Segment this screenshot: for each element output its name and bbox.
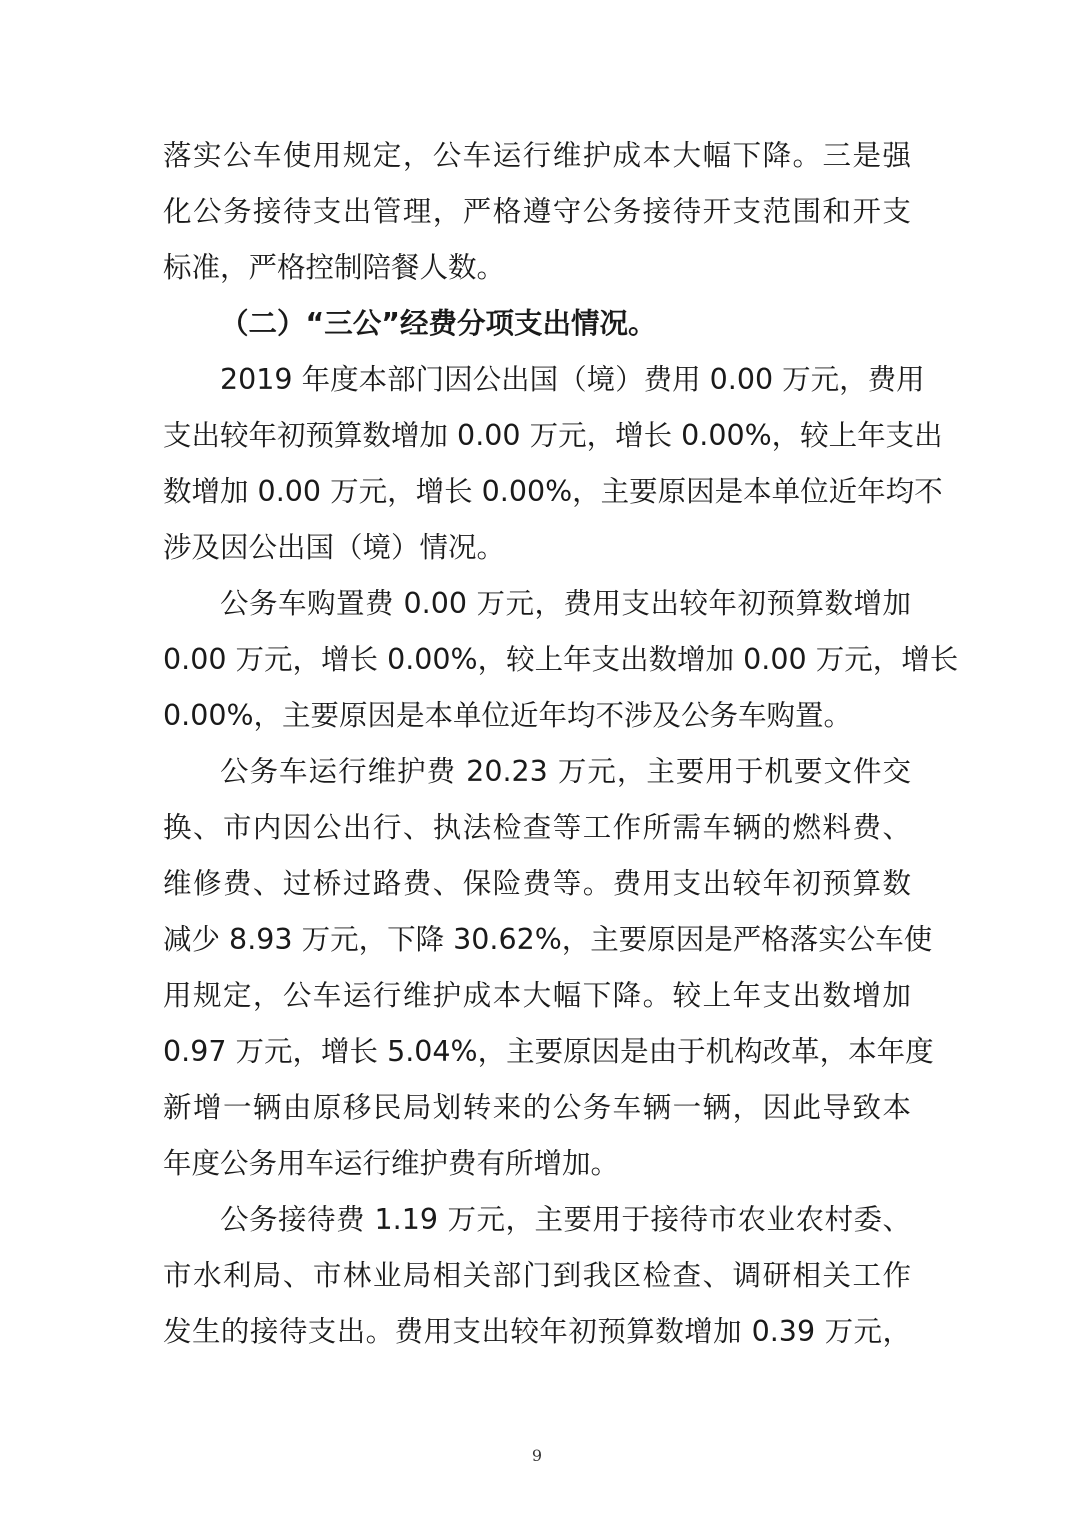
text-line: 用规定，公车运行维护成本大幅下降。较上年支出数增加 [163, 979, 911, 1012]
text-line: 支出较年初预算数增加 0.00 万元，增长 0.00%，较上年支出 [163, 419, 943, 452]
text-line: 0.00 万元，增长 0.00%，较上年支出数增加 0.00 万元，增长 [163, 643, 959, 676]
text-line: 年度公务用车运行维护费有所增加。 [163, 1147, 620, 1180]
body-text [163, 128, 959, 1360]
text-line: 数增加 0.00 万元，增长 0.00%，主要原因是本单位近年均不 [163, 475, 943, 508]
section-heading: （二）“三公”经费分项支出情况。 [220, 307, 657, 340]
text-line: 标准，严格控制陪餐人数。 [163, 251, 506, 284]
text-line: 市水利局、市林业局相关部门到我区检查、调研相关工作 [163, 1259, 911, 1292]
text-line: 涉及因公出国（境）情况。 [163, 531, 506, 564]
text-line: 公务车运行维护费 20.23 万元，主要用于机要文件交 [220, 755, 911, 788]
text-line: 减少 8.93 万元，下降 30.62%，主要原因是严格落实公车使 [163, 923, 933, 956]
text-line: 公务接待费 1.19 万元，主要用于接待市农业农村委、 [220, 1203, 911, 1236]
text-line: 维修费、过桥过路费、保险费等。费用支出较年初预算数 [163, 867, 911, 900]
page-number: 9 [531, 1446, 543, 1465]
text-line: 化公务接待支出管理，严格遵守公务接待开支范围和开支 [163, 195, 911, 228]
text-line: 公务车购置费 0.00 万元，费用支出较年初预算数增加 [220, 587, 911, 620]
text-line: 落实公车使用规定，公车运行维护成本大幅下降。三是强 [163, 139, 911, 172]
text-line: 0.97 万元，增长 5.04%，主要原因是由于机构改革，本年度 [163, 1035, 934, 1068]
text-line: 2019 年度本部门因公出国（境）费用 0.00 万元，费用 [220, 363, 925, 396]
text-line: 换、市内因公出行、执法检查等工作所需车辆的燃料费、 [163, 811, 911, 844]
text-line: 发生的接待支出。费用支出较年初预算数增加 0.39 万元， [163, 1315, 911, 1348]
text-line: 新增一辆由原移民局划转来的公务车辆一辆，因此导致本 [163, 1091, 911, 1124]
text-line: 0.00%，主要原因是本单位近年均不涉及公务车购置。 [163, 699, 853, 732]
